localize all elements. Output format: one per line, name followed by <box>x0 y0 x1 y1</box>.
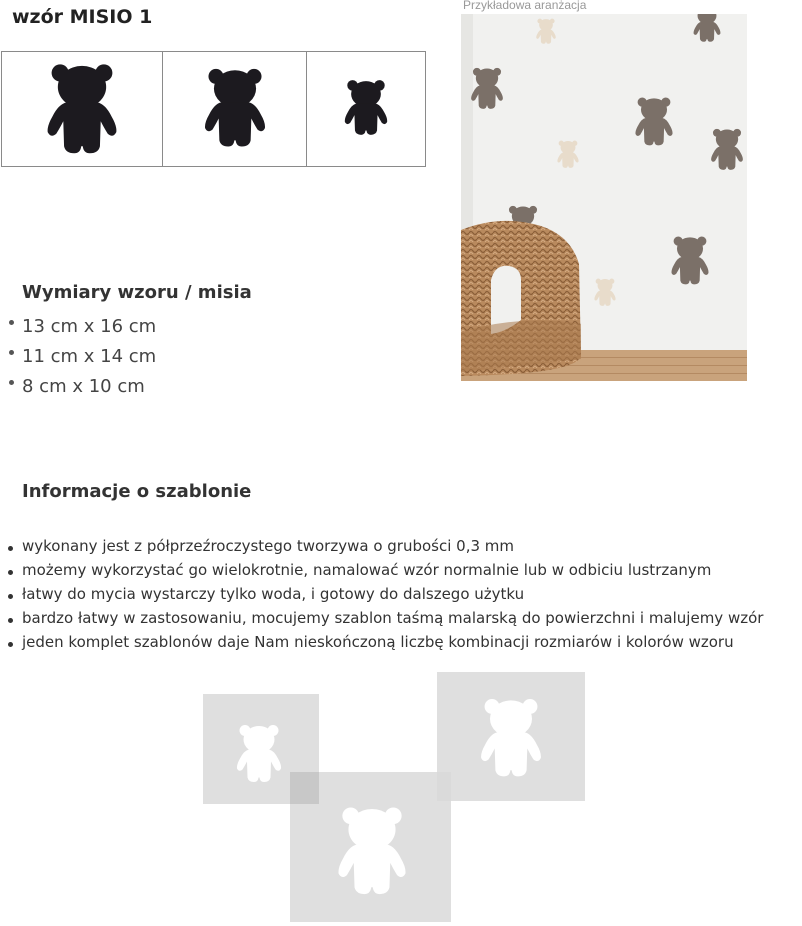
list-item: jeden komplet szablonów daje Nam nieskończoną liczbę kombinacji rozmiarów i kolorów wzoru <box>4 630 763 654</box>
preview-cell-medium <box>163 52 307 166</box>
info-list <box>4 534 763 654</box>
bullet-icon <box>9 350 14 355</box>
dimensions-list <box>6 312 156 402</box>
pattern-preview-table <box>1 51 426 167</box>
bullet-icon <box>8 594 13 599</box>
bullet-icon <box>8 618 13 623</box>
preview-cell-large <box>2 52 163 166</box>
bullet-icon <box>9 320 14 325</box>
list-item: bardzo łatwy w zastosowaniu, mocujemy szablon taśmą malarską do powierzchni i malujemy wzór <box>4 606 763 630</box>
bullet-icon <box>8 642 13 647</box>
stencil-sheets-illustration <box>0 660 802 922</box>
info-heading: Informacje o szablonie <box>22 481 252 502</box>
list-item: łatwy do mycia wystarczy tylko woda, i gotowy do dalszego użytku <box>4 582 763 606</box>
preview-cell-small <box>307 52 425 166</box>
bear-medium-icon <box>201 66 269 148</box>
list-item: 13 cm x 16 cm <box>6 312 156 342</box>
bear-small-icon <box>342 78 390 136</box>
bullet-icon <box>8 546 13 551</box>
bullet-icon <box>9 380 14 385</box>
dimensions-heading: Wymiary wzoru / misia <box>22 282 252 303</box>
list-item: 11 cm x 14 cm <box>6 342 156 372</box>
list-item: możemy wykorzystać go wielokrotnie, namalować wzór normalnie lub w odbiciu lustrzanym <box>4 558 763 582</box>
bullet-icon <box>8 570 13 575</box>
list-item: wykonany jest z półprzeźroczystego tworzywa o grubości 0,3 mm <box>4 534 763 558</box>
example-photo <box>461 14 747 381</box>
page-title: wzór MISIO 1 <box>12 6 153 28</box>
example-caption: Przykładowa aranżacja <box>463 0 587 12</box>
bear-large-icon <box>43 62 121 154</box>
list-item: 8 cm x 10 cm <box>6 372 156 402</box>
